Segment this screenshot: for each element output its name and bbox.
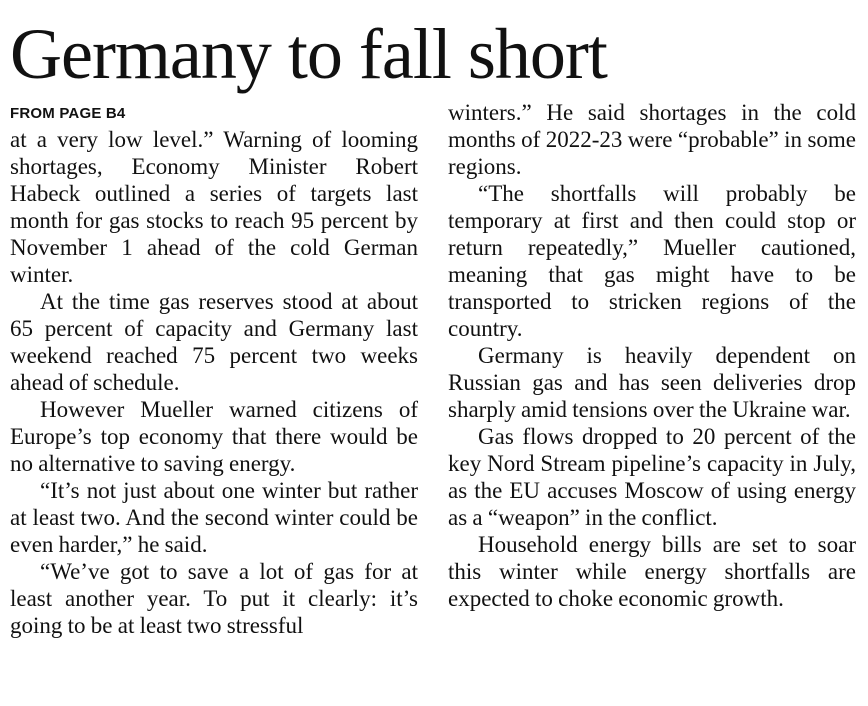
paragraph: However Mueller warned citizens of Europe’s top economy that there would be no alternative to saving energy. xyxy=(10,397,418,476)
jump-line: FROM PAGE B4 xyxy=(10,105,126,122)
paragraph: At the time gas reserves stood at about 65 percent of capacity and Germany last weekend reached 75 percent two weeks ahead of schedule. xyxy=(10,289,418,395)
article-column-1 xyxy=(10,126,418,639)
paragraph: Household energy bills are set to soar this winter while energy shortfalls are expected to choke economic growth. xyxy=(448,532,856,611)
paragraph: winters.” He said shortages in the cold months of 2022-23 were “probable” in some regions. xyxy=(448,100,856,179)
paragraph: “The shortfalls will probably be temporary at first and then could stop or return repeatedly,” Mueller cautioned, meaning that gas might have to be transported to stricken regions of the country. xyxy=(448,181,856,341)
paragraph: at a very low level.” Warning of looming shortages, Economy Minister Robert Habeck outlined a series of targets last month for gas stocks to reach 95 percent by November 1 ahead of the cold German winter. xyxy=(10,127,418,287)
paragraph: “It’s not just about one winter but rather at least two. And the second winter could be even harder,” he said. xyxy=(10,478,418,557)
paragraph: Gas flows dropped to 20 percent of the key Nord Stream pipeline’s capacity in July, as the EU accuses Moscow of using energy as a “weapon” in the conflict. xyxy=(448,424,856,530)
paragraph: “We’ve got to save a lot of gas for at least another year. To put it clearly: it’s going to be at least two stressful xyxy=(10,559,418,638)
column-divider xyxy=(432,100,433,690)
article-column-2 xyxy=(448,99,856,612)
paragraph: Germany is heavily dependent on Russian gas and has seen deliveries drop sharply amid tensions over the Ukraine war. xyxy=(448,343,856,422)
headline: Germany to fall short xyxy=(10,14,607,94)
